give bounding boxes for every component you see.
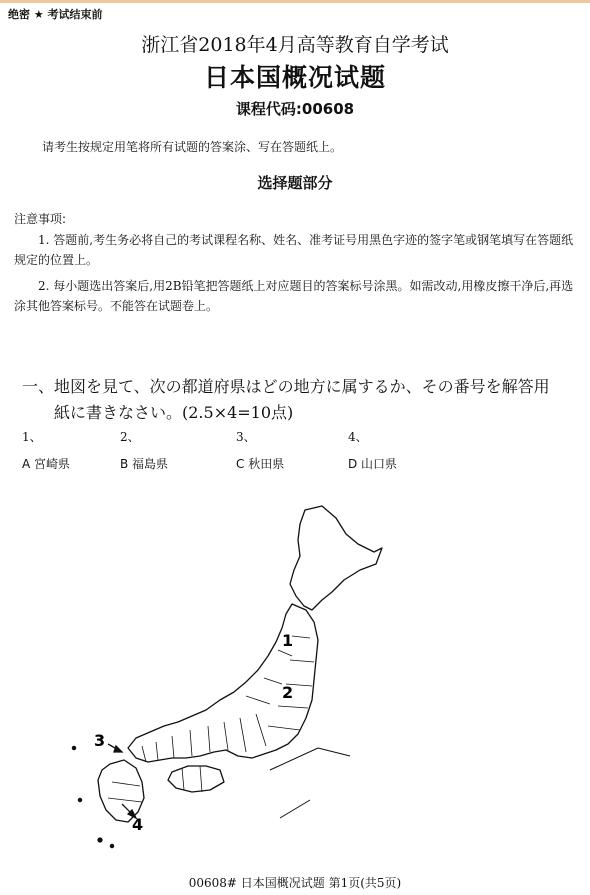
- map-prefecture-borders: [108, 636, 314, 802]
- section-title: 选择题部分: [257, 174, 333, 192]
- japan-map: [60, 500, 400, 850]
- map-label-3: 3: [94, 731, 106, 750]
- map-label-2: 2: [282, 683, 294, 702]
- map-label-4: 4: [132, 815, 144, 834]
- secret-label: 绝密 ★ 考试结束前: [8, 8, 103, 21]
- map-hokkaido: [290, 506, 382, 610]
- exam-title: 浙江省2018年4月高等教育自学考试: [141, 34, 449, 56]
- answer-number-3: 3、: [236, 430, 256, 444]
- option-a: A 宮崎県: [22, 457, 71, 471]
- option-c: C 秋田県: [236, 457, 285, 471]
- map-shikoku: [168, 766, 224, 792]
- question-text-line2: 紙に書きなさい。(2.5×4=10点): [54, 403, 294, 422]
- answer-number-1: 1、: [22, 430, 42, 444]
- course-code: 课程代码:00608: [235, 100, 355, 118]
- map-kyushu: [98, 760, 144, 822]
- page-footer: 00608# 日本国概况试题 第1页(共5页): [188, 876, 402, 890]
- note-item-2: 2. 每小题选出答案后,用2B铅笔把答题纸上对应题目的答案标号涂黑。如需改动,用橡皮擦干净后,再选涂其他答案标号。不能答在试题卷上。: [14, 279, 574, 313]
- option-d: D 山口県: [348, 457, 398, 471]
- paper-title: 日本国概况试题: [203, 63, 386, 92]
- notes-heading: 注意事项:: [14, 212, 67, 226]
- map-label-1: 1: [282, 631, 294, 650]
- answer-number-4: 4、: [348, 430, 368, 444]
- page-top-edge: [0, 0, 590, 3]
- question-text-line1: 一、地図を見て、次の都道府県はどの地方に属するか、その番号を解答用: [22, 377, 550, 396]
- option-b: B 福島県: [120, 457, 169, 471]
- answer-number-2: 2、: [120, 430, 140, 444]
- note-item-1: 1. 答题前,考生务必将自己的考试课程名称、姓名、准考证号用黑色字迹的签字笔或钢笔填写在答题纸规定的位置上。: [14, 233, 574, 267]
- answer-instruction: 请考生按规定用笔将所有试题的答案涂、写在答题纸上。: [42, 140, 343, 154]
- map-inset-frame: [270, 748, 350, 818]
